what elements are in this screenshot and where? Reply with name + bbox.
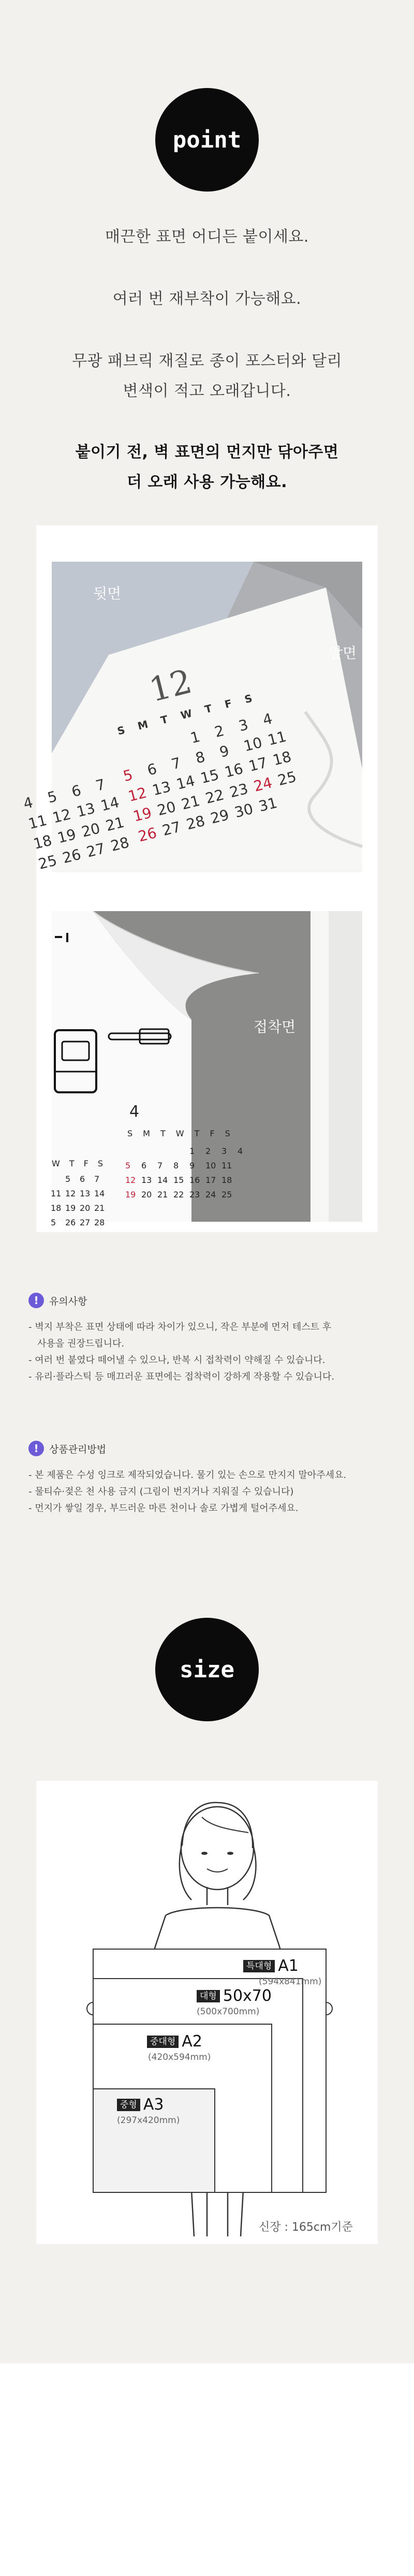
day: 5 (46, 787, 59, 807)
size-name: 50x70 (223, 1987, 272, 2005)
day: 16 (223, 759, 245, 781)
day: 27 (80, 1218, 91, 1227)
size-a2-dims: (420x594mm) (148, 2052, 211, 2062)
size-tag: 특대형 (243, 1960, 275, 1972)
day: 26 (65, 1218, 76, 1227)
size-a2-label (147, 2032, 202, 2051)
day: 18 (32, 831, 54, 853)
week-row (125, 1144, 250, 1159)
day: 14 (99, 793, 121, 815)
day: 6 (145, 760, 159, 779)
day: 31 (257, 794, 279, 815)
week-row (125, 1173, 250, 1188)
day: 20 (155, 798, 178, 819)
day: 5 (65, 1174, 71, 1184)
day: 9 (217, 742, 231, 761)
size-comparison-card (36, 1781, 378, 2244)
week-row (51, 1201, 106, 1216)
size-badge-label: size (180, 1656, 234, 1683)
day: 7 (157, 1161, 163, 1170)
day: 15 (198, 766, 221, 787)
point-line-2: 여러 번 재부착이 가능해요. (112, 290, 302, 308)
day: 7 (94, 775, 107, 795)
day: 14 (157, 1175, 168, 1185)
weekday: S (116, 723, 126, 738)
day: 10 (205, 1161, 216, 1170)
notice-item: - 벽지 부착은 표면 상태에 따라 차이가 있으니, 작은 부분에 먼저 테스트 후 (28, 1322, 332, 1333)
day: 13 (80, 1189, 91, 1198)
day: 17 (247, 754, 269, 775)
weekday: W (52, 1159, 60, 1168)
day: 25 (276, 768, 298, 789)
day (51, 1172, 62, 1187)
notice-item: - 본 제품은 수성 잉크로 제작되었습니다. 물기 있는 손으로 만지지 말아주세요. (28, 1470, 347, 1481)
label-front: 앞면 (329, 645, 357, 662)
day: 4 (261, 710, 274, 729)
day: 3 (236, 716, 250, 735)
day: 28 (109, 833, 131, 855)
day: 16 (189, 1175, 200, 1185)
day: 2 (213, 722, 226, 741)
notice-caution-label: 유의사항 (49, 1295, 87, 1307)
day: 20 (80, 1203, 91, 1213)
calendar2-days (125, 1144, 250, 1202)
day: 13 (75, 799, 97, 821)
day: 23 (228, 780, 250, 801)
week-row (51, 1187, 106, 1201)
day: 20 (141, 1190, 152, 1199)
photo-adhesive (36, 901, 378, 1232)
day: 14 (94, 1189, 105, 1198)
weekday: T (69, 1159, 75, 1168)
day: 19 (65, 1203, 76, 1213)
day: 6 (69, 781, 83, 801)
calendar2-left-days (51, 1172, 106, 1230)
point-bold-line-1: 붙이기 전, 벽 표면의 먼지만 닦아주면 (75, 443, 339, 461)
day: 19 (131, 804, 154, 825)
exclamation-icon: ! (28, 1441, 44, 1456)
point-line-4: 변색이 적고 오래갑니다. (123, 382, 291, 400)
notice-care-title (28, 1441, 106, 1456)
day: 12 (126, 784, 149, 806)
point-line-3: 무광 패브릭 재질로 종이 포스터와 달리 (72, 352, 342, 370)
weekday: W (179, 707, 194, 722)
day: 12 (50, 805, 73, 827)
day: 14 (174, 772, 197, 793)
notice-item: - 여러 번 붙였다 떼어낼 수 있으나, 반복 시 접착력이 약해질 수 있습니다. (28, 1355, 326, 1366)
day: 3 (221, 1146, 227, 1156)
size-name: A3 (143, 2096, 164, 2114)
day: 5 (51, 1218, 56, 1227)
day: 24 (205, 1190, 216, 1199)
day: 1 (189, 1146, 195, 1156)
day: 17 (205, 1175, 216, 1185)
day: 28 (94, 1218, 105, 1227)
point-badge (155, 88, 259, 192)
day: 28 (184, 812, 207, 833)
weekday: T (160, 1129, 166, 1138)
footer-blank (0, 2363, 414, 2576)
height-note: 신장 : 165cm기준 (259, 2221, 353, 2234)
weekday: T (194, 1129, 200, 1138)
week-row (51, 1216, 106, 1230)
point-badge-label: point (172, 126, 242, 153)
weekday: M (136, 718, 150, 733)
day: 22 (203, 786, 226, 807)
size-name: A2 (182, 2032, 202, 2051)
day: 11 (26, 811, 49, 833)
day: 21 (180, 792, 202, 813)
day: 9 (189, 1161, 195, 1170)
weekday: F (83, 1159, 88, 1168)
calendar2-left-weekdays (52, 1159, 103, 1168)
notice-caution-title (28, 1293, 87, 1308)
day: 19 (125, 1190, 136, 1199)
size-name: A1 (278, 1957, 299, 1975)
day: 18 (221, 1175, 232, 1185)
notice-care-list (28, 1467, 391, 1517)
size-a1-dims: (594x841mm) (259, 1977, 322, 1987)
weekday: S (127, 1129, 133, 1138)
day: 12 (65, 1189, 76, 1198)
week-row (125, 1159, 250, 1173)
day: 24 (252, 774, 274, 795)
day: 8 (194, 748, 207, 767)
day: 5 (121, 766, 135, 785)
day: 12 (125, 1175, 136, 1185)
day: 25 (221, 1190, 232, 1199)
day: 4 (238, 1146, 243, 1156)
day: 25 (36, 852, 59, 873)
day: 4 (21, 794, 35, 813)
day: 19 (55, 825, 78, 847)
notice-caution-list (28, 1319, 391, 1385)
day: 20 (80, 819, 102, 841)
week-row (125, 1188, 250, 1202)
size-a3-label (117, 2096, 164, 2114)
photo-back-front (21, 525, 378, 901)
weekday: T (203, 701, 214, 716)
notice-item: - 유리·플라스틱 등 매끄러운 표면에는 접착력이 강하게 작용할 수 있습니다. (28, 1371, 335, 1382)
weekday: F (210, 1129, 215, 1138)
size-badge (155, 1618, 259, 1721)
size-50x70-label (197, 1987, 272, 2005)
notice-item: 사용을 권장드립니다. (28, 1338, 125, 1349)
day: 29 (209, 806, 231, 827)
day: 8 (173, 1161, 179, 1170)
weekday: W (175, 1129, 184, 1138)
weekday: T (159, 713, 169, 727)
weekday: S (225, 1129, 230, 1138)
day: 11 (266, 727, 288, 749)
calendar2-weekdays (127, 1129, 230, 1138)
calendar-month-april: 4 (129, 1103, 140, 1121)
day: 18 (51, 1203, 62, 1213)
day: 1 (188, 728, 202, 747)
day: 2 (205, 1146, 211, 1156)
week-row (51, 1172, 106, 1187)
day: 11 (221, 1161, 232, 1170)
notice-item: - 먼지가 쌓일 경우, 부드러운 마른 천이나 솔로 가볍게 털어주세요. (28, 1503, 299, 1514)
size-tag: 대형 (197, 1990, 220, 2002)
day: 22 (173, 1190, 184, 1199)
notice-care-label: 상품관리방법 (49, 1443, 107, 1455)
day: 21 (157, 1190, 168, 1199)
size-tag: 중형 (117, 2099, 140, 2111)
weekday: S (97, 1159, 103, 1168)
weekday: S (243, 692, 254, 706)
size-a3-dims: (297x420mm) (117, 2115, 180, 2126)
day: 7 (169, 754, 183, 773)
day: 6 (80, 1174, 85, 1184)
point-line-1: 매끈한 표면 어디든 붙이세요. (105, 228, 309, 246)
day: 21 (94, 1203, 105, 1213)
day: 11 (51, 1189, 62, 1198)
label-adhesive: 접착면 (254, 1018, 296, 1035)
day: 7 (94, 1174, 100, 1184)
day: 26 (136, 824, 159, 845)
notice-item: - 물티슈·젖은 천 사용 금지 (그림이 번지거나 지워질 수 있습니다) (28, 1486, 294, 1497)
label-back: 뒷면 (93, 585, 122, 602)
day: 13 (141, 1175, 152, 1185)
day: 10 (242, 734, 264, 755)
day: 30 (232, 800, 255, 822)
exclamation-icon: ! (28, 1293, 44, 1308)
size-tag: 중대형 (147, 2036, 179, 2048)
day: 5 (125, 1161, 131, 1170)
weekday: M (143, 1129, 150, 1138)
day: 27 (160, 818, 183, 840)
calendar-month: 12 (145, 662, 196, 710)
day: 15 (173, 1175, 184, 1185)
day: 13 (150, 778, 173, 799)
day: 18 (271, 748, 293, 769)
day: 6 (141, 1161, 147, 1170)
day: 27 (84, 840, 107, 861)
size-a1-label (243, 1957, 299, 1975)
weekday: F (223, 697, 233, 711)
size-50x70-dims: (500x700mm) (197, 2007, 260, 2017)
day: 23 (189, 1190, 200, 1199)
day: 21 (103, 813, 126, 835)
day: 26 (61, 845, 83, 867)
point-bold-line-2: 더 오래 사용 가능해요. (126, 473, 288, 491)
